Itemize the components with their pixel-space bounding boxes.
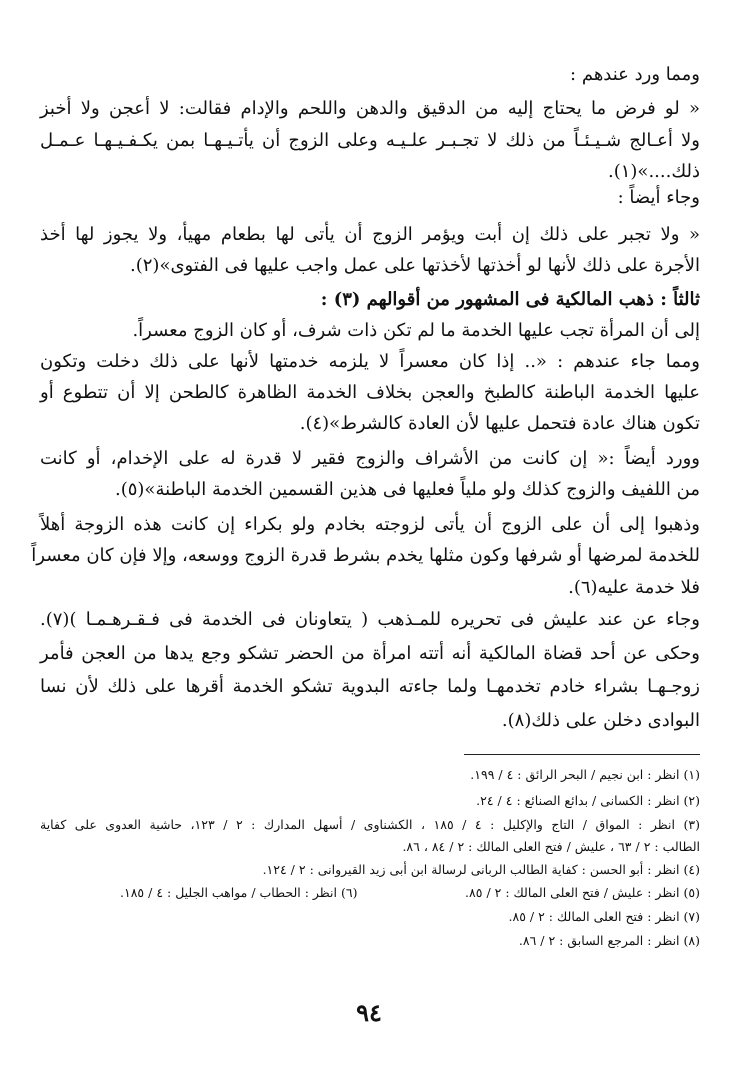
footnote: (٦) انظر : الحطاب / مواهب الجليل : ٤ / ١٨٥. bbox=[120, 885, 358, 900]
body-line: فلا خدمة عليه(٦). bbox=[568, 577, 700, 598]
body-line: البوادى دخلن على ذلك(٨). bbox=[501, 710, 700, 731]
quote-line: ذلك....»(١). bbox=[607, 161, 700, 182]
footnote: (٨) انظر : المرجع السابق : ٢ / ٨٦. bbox=[518, 933, 700, 948]
footnote: (٣) انظر : المواق / التاج والإكليل : ٤ / ١٨٥ ، الكشناوى / أسهل المدارك : ٢ / ١٢٣، حاشية العدوى على كفاية bbox=[40, 817, 700, 832]
body-line: وذهبوا إلى أن على الزوج أن يأتى لزوجته بخادم ولو بكراء إن كانت هذه الزوجة أهلاً bbox=[40, 514, 701, 535]
intro-line: وجاء أيضاً : bbox=[617, 187, 700, 208]
body-line: وجاء عن عند عليش فى تحريره للمـذهب ( يتعاونان فى الخدمة فى فـقـرهـمـا )(٧). bbox=[40, 609, 700, 630]
footnote: (٥) انظر : عليش / فتح العلى المالك : ٢ / ٨٥. bbox=[465, 885, 700, 900]
footnote: الطالب : ٢ / ٦٣ ، عليش / فتح العلى المالك : ٢ / ٨٤ ، ٨٦. bbox=[402, 839, 700, 854]
footnote: (٤) انظر : أبو الحسن : كفاية الطالب الربانى لرسالة ابن أبى زيد القيروانى : ٢ / ١٢٤. bbox=[262, 862, 700, 877]
page-number: ٩٤ bbox=[356, 998, 382, 1027]
footnote: (٢) انظر : الكسانى / بدائع الصنائع : ٤ / ٢٤. bbox=[476, 793, 700, 808]
quote-line: ولا أعـالج شـيـئـاً من ذلك لا تجـبـر علـيـه وعلى الزوج أن يأتـيـهـا بمن يكـفـيـهـا عـمـل bbox=[40, 130, 700, 151]
quote-line: « لو فرض ما يحتاج إليه من الدقيق والدهن واللحم والإدام فقالت: لا أعجن ولا أخبز bbox=[40, 98, 700, 119]
intro-line: ومما ورد عندهم : bbox=[570, 64, 700, 85]
body-line: زوجـهـا بشراء خادم تخدمهـا ولما جاءته البدوية تشكو الخدمة أقرها على ذلك لأن نسا bbox=[40, 676, 700, 697]
body-line: للخدمة لمرضها أو شرفها وكون مثلها يخدم بشرط قدرة الزوج ووسعه، وإلا فإن كان معسراً bbox=[31, 545, 700, 566]
body-line: وورد أيضاً :« إن كانت من الأشراف والزوج فقير لا قدرة له على الإخدام، أو كانت bbox=[40, 448, 700, 469]
body-line: ومما جاء عندهم : «.. إذا كان معسراً لا يلزمه خدمتها لأنها على ذلك دخلت وتكون bbox=[40, 351, 700, 372]
footnote: (١) انظر : ابن نجيم / البحر الرائق : ٤ / ١٩٩. bbox=[470, 767, 700, 782]
footnote-divider bbox=[464, 754, 700, 755]
section-heading: ثالثاً : ذهب المالكية فى المشهور من أقوالهم (٣) : bbox=[320, 289, 700, 310]
footnote: (٧) انظر : فتح العلى المالك : ٢ / ٨٥. bbox=[508, 909, 700, 924]
quote-line: الأجرة على ذلك لأنها لو أخذتها لأخذتها على عمل واجب عليها فى الفتوى»(٢). bbox=[130, 255, 700, 276]
body-line: عليها الخدمة الباطنة كالطبخ والعجن بخلاف الخدمة الظاهرة كالطحن إلا أن تتطوع أو bbox=[40, 382, 700, 403]
quote-line: « ولا تجبر على ذلك إن أبت ويؤمر الزوج أن يأتى لها بطعام مهيأ، ولا يجوز لها أخذ bbox=[40, 224, 700, 245]
body-line: من اللفيف والزوج كذلك ولو ملياً فعليها فى هذين القسمين الخدمة الباطنة»(٥). bbox=[114, 479, 700, 500]
body-line: إلى أن المرأة تجب عليها الخدمة ما لم تكن ذات شرف، أو كان الزوج معسراً. bbox=[132, 320, 700, 341]
body-line: تكون هناك عادة فتحمل عليها لأن العادة كالشرط»(٤). bbox=[299, 413, 700, 434]
body-line: وحكى عن أحد قضاة المالكية أنه أتته امرأة من الحضر تشكو وجع يدها من العجن فأمر bbox=[40, 643, 700, 664]
